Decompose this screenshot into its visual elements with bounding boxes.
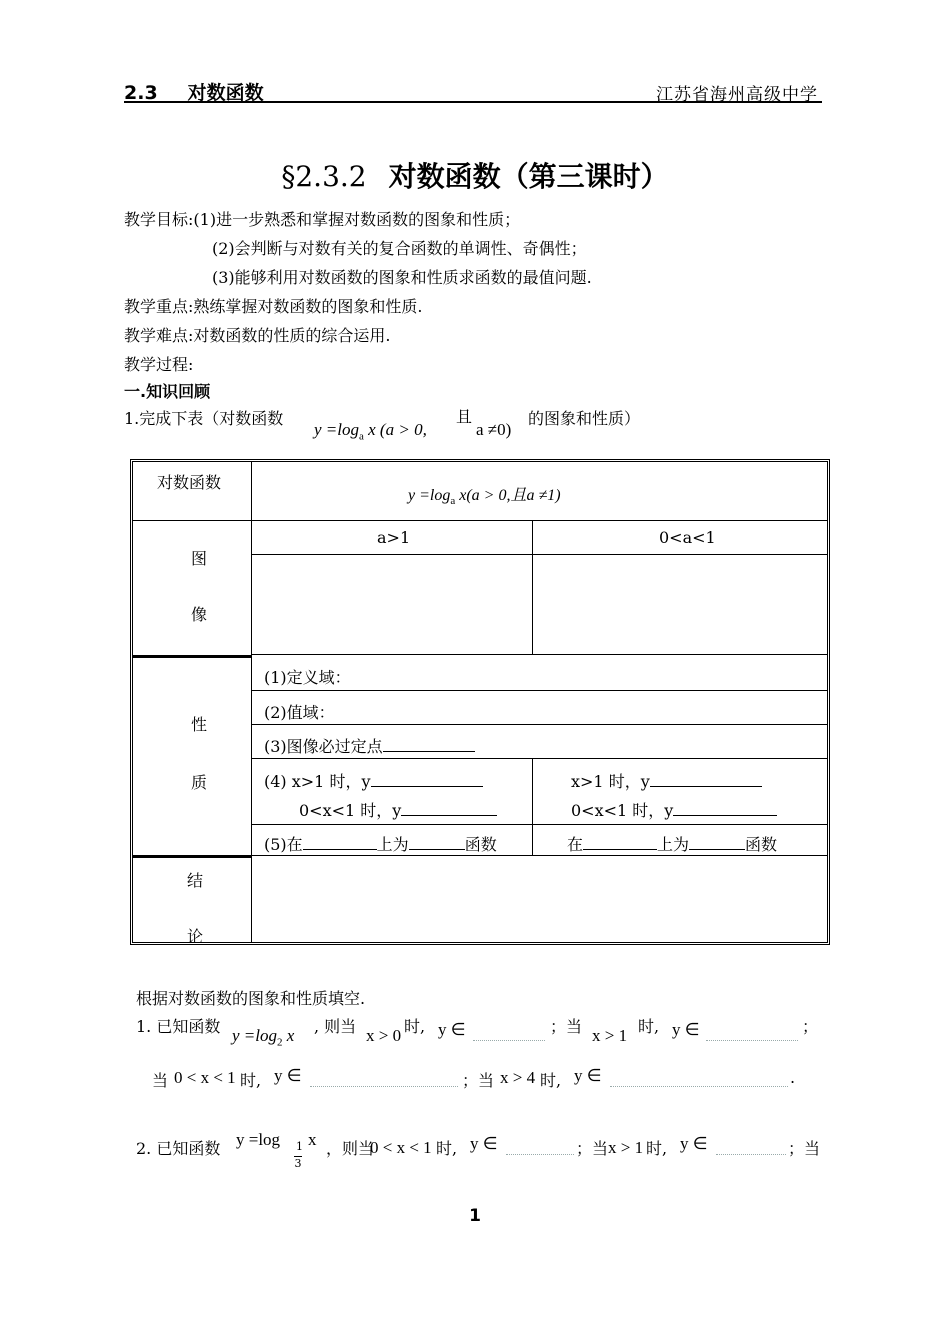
answer-blank	[310, 1076, 458, 1087]
table-hline	[252, 758, 827, 759]
ex1-y4: y ∈	[574, 1066, 602, 1085]
q1-formula-main: y =log	[314, 420, 359, 439]
table-hline	[252, 855, 827, 856]
prop-4-text: (4) x>1 时，y	[264, 772, 371, 791]
fill-intro: 根据对数函数的图象和性质填空.	[136, 989, 366, 1008]
row-label-prop-2: 质	[191, 773, 208, 792]
ex1-g: 时,	[638, 1017, 660, 1036]
ex1-c2: x > 1	[592, 1026, 628, 1045]
ex1-y1: y ∈	[438, 1020, 466, 1039]
prop-domain: (1)定义域：	[264, 668, 351, 687]
properties-table	[130, 459, 830, 945]
mono-text: 上为	[376, 835, 409, 854]
fixed-point-text: (3)图像必过定点	[264, 737, 383, 756]
answer-blank	[689, 848, 745, 850]
answer-blank	[610, 1076, 788, 1087]
ex1-c3: 0 < x < 1	[174, 1068, 236, 1087]
prop-4-left-1	[264, 769, 483, 792]
answer-blank	[303, 848, 377, 850]
ex1-y3: y ∈	[274, 1066, 302, 1085]
ex2-e: ；当	[576, 1139, 609, 1158]
header-rule	[124, 101, 822, 103]
mono-text: 在	[567, 835, 584, 854]
prop-4-text: 0<x<1 时，y	[571, 801, 674, 820]
q1-prefix: 1.完成下表（对数函数	[124, 409, 284, 428]
ex1-j: 时,	[240, 1071, 262, 1090]
col-header-a-gt-1: a>1	[377, 528, 411, 547]
ex2-func-x: x	[308, 1130, 317, 1149]
answer-blank	[583, 848, 657, 850]
ex2-b: ，则当	[326, 1139, 375, 1158]
prop-4-left-2	[299, 798, 497, 821]
table-hline	[252, 690, 827, 691]
ex1-h: ；	[802, 1017, 819, 1036]
table-vline	[532, 520, 533, 654]
section-number: 2.3	[124, 82, 158, 104]
ex2-func-sub-top: 1	[296, 1140, 303, 1153]
ex2-y1: y ∈	[470, 1134, 498, 1153]
row-label-graph-2: 像	[191, 605, 208, 624]
table-vline	[532, 758, 533, 855]
title-text: 对数函数（第三课时）	[388, 160, 669, 193]
ex2-d: 时,	[436, 1139, 458, 1158]
ex1-func	[232, 1026, 294, 1048]
ex1-d: 时,	[404, 1017, 426, 1036]
row-label-conclusion-1: 结	[187, 871, 204, 890]
q1-formula-rest: x (a > 0,	[368, 420, 427, 439]
section-title: 对数函数	[187, 82, 264, 104]
table-hline-double	[133, 655, 251, 658]
row-label-function: 对数函数	[157, 473, 222, 492]
title-number: §2.3.2	[281, 160, 367, 193]
ex1-c4: x > 4	[500, 1068, 536, 1087]
table-hline-double	[133, 855, 251, 858]
func-main: y =log	[408, 487, 451, 504]
prop-fixed-point	[264, 734, 475, 757]
section-heading: 一.知识回顾	[124, 382, 211, 401]
row-label-conclusion-2: 论	[187, 927, 204, 946]
answer-blank	[383, 750, 475, 752]
table-vline	[251, 462, 252, 942]
prop-range: (2)值域：	[264, 703, 335, 722]
ex2-h: ；当	[788, 1139, 821, 1158]
q1-formula	[314, 420, 427, 442]
answer-blank	[371, 785, 483, 787]
answer-blank	[650, 785, 762, 787]
q1-formula-sub: a	[359, 430, 364, 443]
ex1-b: , 则当	[314, 1017, 357, 1036]
ex2-func-main: y =log	[236, 1130, 281, 1149]
mono-text: (5)在	[264, 835, 303, 854]
prop-4-text: 0<x<1 时，y	[299, 801, 402, 820]
objectives-label: 教学目标:	[124, 210, 194, 229]
answer-blank	[716, 1144, 786, 1155]
ex2-y2: y ∈	[680, 1134, 708, 1153]
ex2-c2: x > 1	[608, 1138, 644, 1157]
q1-suffix: 的图象和性质）	[528, 409, 641, 428]
prop-4-text: x>1 时，y	[571, 772, 650, 791]
mono-text: 上为	[657, 835, 690, 854]
objective-item: (1)进一步熟悉和掌握对数函数的图象和性质；	[193, 210, 521, 229]
table-hline	[252, 654, 827, 655]
objectives-line-1	[124, 207, 520, 230]
func-sub: a	[450, 495, 456, 508]
ex1-y2: y ∈	[672, 1020, 700, 1039]
difficulty: 教学难点:对数函数的性质的综合运用.	[124, 326, 391, 345]
prop-monotonic-left	[264, 832, 497, 855]
answer-blank	[506, 1144, 574, 1155]
answer-blank	[409, 848, 465, 850]
objective-item: (2)会判断与对数有关的复合函数的单调性、奇偶性；	[212, 239, 587, 258]
page-title	[0, 155, 950, 195]
page-number: 1	[469, 1206, 481, 1226]
prop-monotonic-right	[567, 832, 777, 855]
ex1-a: 1. 已知函数	[136, 1017, 221, 1036]
func-rest: x(a > 0,且a ≠1)	[459, 487, 561, 504]
school-name: 江苏省海州高级中学	[656, 85, 818, 105]
ex1-e: ；当	[550, 1017, 583, 1036]
process-label: 教学过程:	[124, 355, 194, 374]
q1-condition: a ≠0)	[476, 420, 512, 439]
key-point: 教学重点:熟练掌握对数函数的图象和性质.	[124, 297, 423, 316]
ex1-l: 时,	[540, 1071, 562, 1090]
mono-text: 函数	[745, 835, 778, 854]
prop-4-right-2	[571, 798, 777, 821]
ex2-c1: 0 < x < 1	[370, 1138, 432, 1157]
ex2-a: 2. 已知函数	[136, 1139, 221, 1158]
answer-blank	[706, 1030, 798, 1041]
objective-item: (3)能够利用对数函数的图象和性质求函数的最值问题.	[212, 268, 592, 287]
answer-blank	[673, 814, 777, 816]
answer-blank	[473, 1030, 545, 1041]
ex2-g: 时,	[646, 1139, 668, 1158]
col-header-a-lt-1: 0<a<1	[659, 528, 716, 547]
row-label-prop-1: 性	[191, 715, 208, 734]
table-hline	[252, 724, 827, 725]
ex1-func-main: y =log	[232, 1026, 277, 1045]
mono-text: 函数	[464, 835, 497, 854]
answer-blank	[401, 814, 497, 816]
row-label-graph-1: 图	[191, 549, 208, 568]
ex1-k: ；当	[462, 1071, 495, 1090]
ex1-c1: x > 0	[366, 1026, 402, 1045]
ex1-i: 当	[152, 1071, 169, 1090]
ex1-m: .	[790, 1068, 796, 1087]
prop-4-right-1	[571, 769, 762, 792]
ex1-func-x: x	[286, 1026, 295, 1045]
q1-qie: 且	[456, 407, 473, 426]
ex2-func-sub-bot: 3	[294, 1157, 302, 1170]
table-hline	[133, 520, 827, 521]
table-hline	[252, 824, 827, 825]
table-hline	[252, 554, 827, 555]
table-function-formula	[408, 482, 561, 507]
ex1-func-sub: 2	[277, 1036, 283, 1049]
